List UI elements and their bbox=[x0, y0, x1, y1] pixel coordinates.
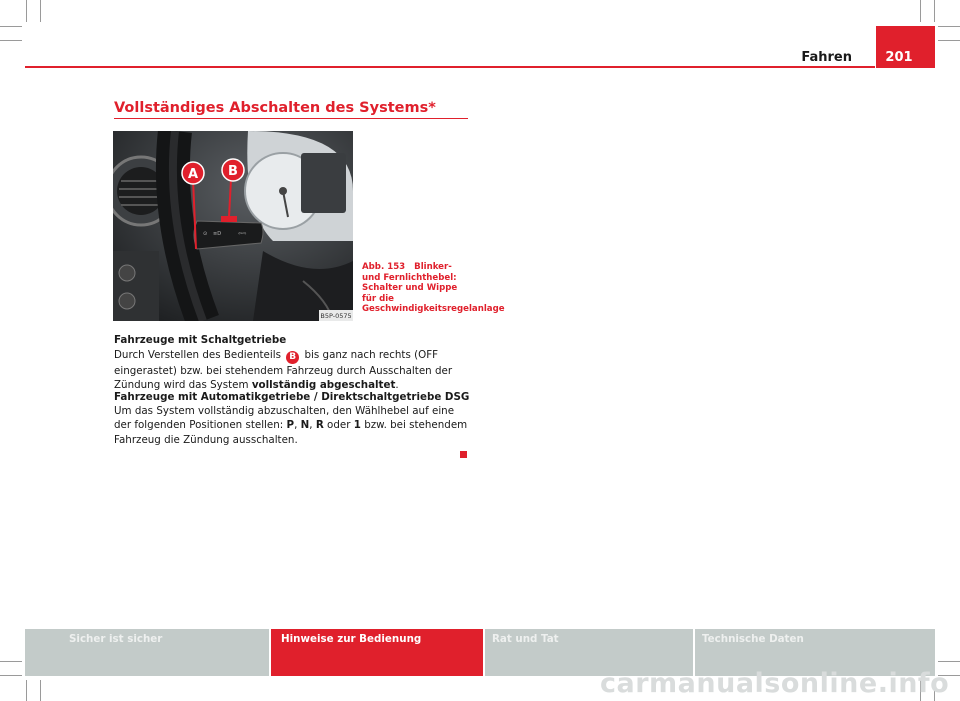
crop-mark bbox=[0, 675, 22, 676]
p1-text-start: Durch Verstellen des Bedienteils bbox=[114, 349, 281, 361]
crop-mark bbox=[40, 0, 41, 22]
crop-mark bbox=[938, 661, 960, 662]
gear-position-p: P bbox=[286, 419, 295, 432]
section-title: Vollständiges Abschalten des Systems* bbox=[114, 100, 436, 116]
svg-text:≡D: ≡D bbox=[213, 231, 222, 237]
gear-position-1: 1 bbox=[353, 419, 361, 432]
svg-text:⊙: ⊙ bbox=[203, 231, 208, 237]
paragraph-manual bbox=[114, 348, 470, 393]
p2-or: oder bbox=[327, 419, 351, 432]
p2-text-start: Um das System vollständig abzuschalten, den Wählhebel auf eine der folgenden Positionen stellen: bbox=[114, 405, 455, 432]
steering-lever-illustration bbox=[113, 131, 353, 321]
p1-text-end: . bbox=[395, 379, 399, 392]
paragraph-automatic bbox=[114, 404, 470, 447]
footer-tab-label: Technische Daten bbox=[702, 633, 804, 645]
heading-manual: Fahrzeuge mit Schaltgetriebe bbox=[114, 334, 287, 346]
svg-text:⇦⇨: ⇦⇨ bbox=[238, 231, 247, 237]
footer-tab-sicher-ist-sicher[interactable] bbox=[25, 629, 269, 676]
callout-a: A bbox=[187, 167, 199, 182]
crop-mark bbox=[0, 40, 22, 41]
body-heading-automatic bbox=[114, 390, 470, 404]
watermark: carmanualsonline.info bbox=[600, 668, 950, 699]
running-header-title: Fahren bbox=[801, 50, 852, 65]
footer-tab-hinweise-zur-bedienung[interactable] bbox=[271, 629, 483, 676]
crop-mark bbox=[26, 680, 27, 701]
p2-separator: , bbox=[309, 419, 313, 432]
section-title-rule bbox=[114, 118, 468, 119]
p1-bold-text: vollständig abgeschaltet bbox=[251, 379, 396, 392]
gear-position-r: R bbox=[315, 419, 324, 432]
crop-mark bbox=[938, 26, 960, 27]
crop-mark bbox=[920, 0, 921, 22]
section-end-marker bbox=[460, 451, 467, 458]
p2-text-end: bzw. bei stehendem Fahrzeug die Zündung ausschalten. bbox=[114, 419, 468, 446]
caption-text: Blinker- und Fernlichthebel: Schalter und Wippe für die Geschwindigkeitsregelanlage bbox=[362, 262, 505, 315]
crop-mark bbox=[934, 0, 935, 22]
footer-tab-label: Hinweise zur Bedienung bbox=[281, 633, 422, 645]
footer-tab-label: Sicher ist sicher bbox=[69, 633, 163, 645]
crop-mark bbox=[0, 661, 22, 662]
p1-text-middle: bis ganz nach rechts (OFF eingerastet) bzw. bei stehendem Fahrzeug durch Ausschalten der Zündung wird das System bbox=[114, 349, 453, 392]
body-heading-manual bbox=[114, 333, 470, 347]
image-code: B5P-0575 bbox=[320, 312, 352, 320]
gear-position-n: N bbox=[300, 419, 310, 432]
p2-separator: , bbox=[294, 419, 298, 432]
heading-automatic: Fahrzeuge mit Automatikgetriebe / Direktschaltgetriebe DSG bbox=[114, 391, 470, 403]
footer-tab-label: Rat und Tat bbox=[492, 633, 559, 645]
page-number: 201 bbox=[885, 50, 913, 65]
crop-mark bbox=[26, 0, 27, 22]
callout-b: B bbox=[228, 164, 238, 179]
figure-steering-column-lever bbox=[113, 131, 353, 321]
crop-mark bbox=[0, 26, 22, 27]
callout-b-marker: B bbox=[286, 351, 299, 364]
header-rule bbox=[25, 66, 875, 68]
caption-number: Abb. 153 bbox=[362, 262, 406, 272]
figure-caption bbox=[362, 262, 505, 315]
crop-mark bbox=[938, 40, 960, 41]
crop-mark bbox=[40, 680, 41, 701]
